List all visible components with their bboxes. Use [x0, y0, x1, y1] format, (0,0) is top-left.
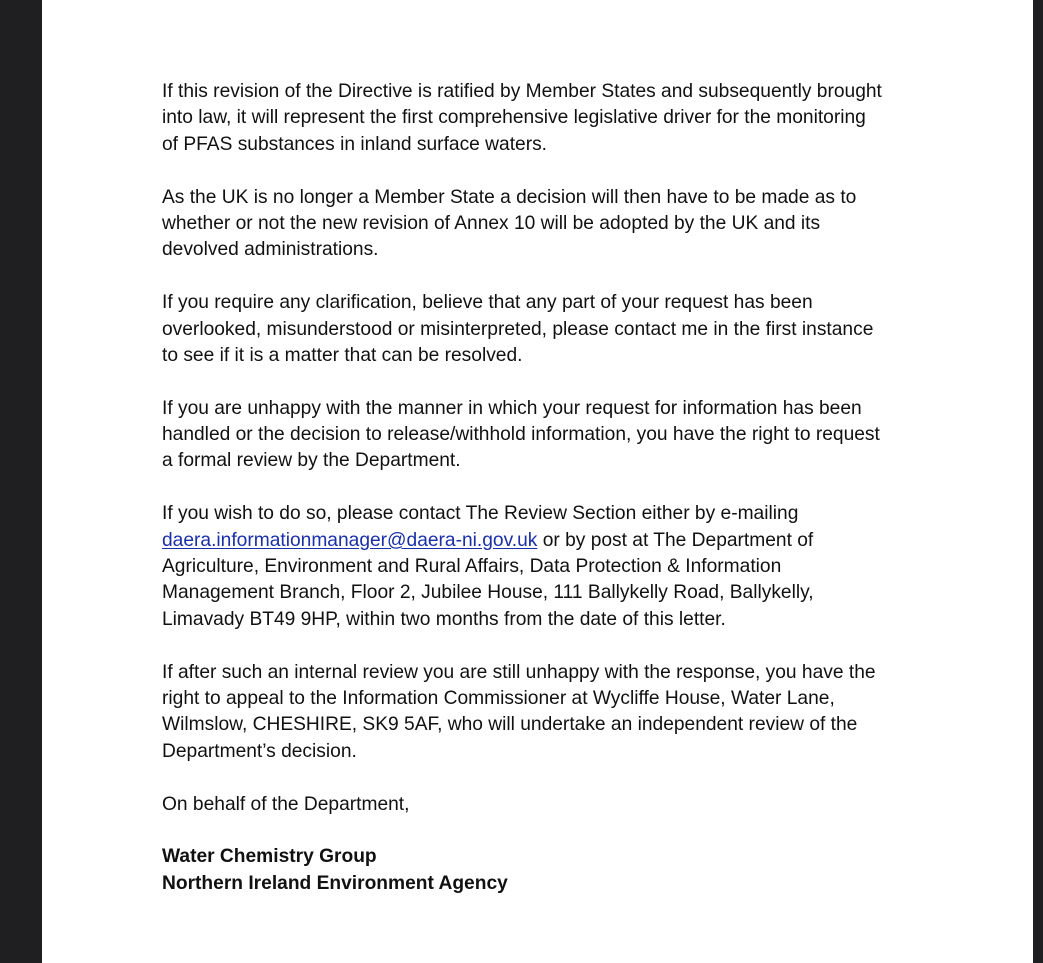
paragraph-directive-ratification — [162, 79, 942, 158]
document-body — [162, 79, 942, 897]
email-link[interactable]: daera.informationmanager@daera-ni.gov.uk — [162, 529, 538, 551]
paragraph-review-contact — [162, 501, 942, 633]
text-line: If you require any clarification, believe that any part of your request has been — [162, 292, 813, 314]
text-line: If after such an internal review you are still unhappy with the response, you have the — [162, 661, 876, 683]
text-line — [162, 528, 942, 554]
text-line: Department’s decision. — [162, 740, 357, 762]
paragraph-uk-member-state — [162, 185, 942, 264]
text-line: of PFAS substances in inland surface waters. — [162, 133, 548, 155]
text-line: Limavady BT49 9HP, within two months from the date of this letter. — [162, 608, 726, 630]
text-line: Wilmslow, CHESHIRE, SK9 5AF, who will undertake an independent review of the — [162, 714, 858, 736]
text-line: into law, it will represent the first comprehensive legislative driver for the monitoring — [162, 107, 866, 129]
text-line: right to appeal to the Information Commissioner at Wycliffe House, Water Lane, — [162, 687, 835, 709]
text-line: If you are unhappy with the manner in which your request for information has been — [162, 397, 862, 419]
signature-block — [162, 844, 942, 897]
text-line: If this revision of the Directive is ratified by Member States and subsequently brought — [162, 81, 882, 102]
text-line: Agriculture, Environment and Rural Affairs, Data Protection & Information — [162, 556, 782, 578]
viewer-left-margin — [0, 0, 42, 963]
text-line: As the UK is no longer a Member State a decision will then have to be made as to — [162, 186, 857, 208]
paragraph-appeal — [162, 660, 942, 766]
text-line: Management Branch, Floor 2, Jubilee House, 111 Ballykelly Road, Ballykelly, — [162, 582, 814, 604]
paragraph-clarification — [162, 290, 942, 369]
text-line: devolved administrations. — [162, 239, 379, 261]
text-line: On behalf of the Department, — [162, 793, 410, 815]
signature-group: Water Chemistry Group — [162, 846, 377, 868]
signature-agency: Northern Ireland Environment Agency — [162, 872, 508, 894]
text-line: If you wish to do so, please contact The Review Section either by e-mailing — [162, 503, 799, 525]
text-segment: or by post at The Department of — [537, 529, 814, 551]
text-line: whether or not the new revision of Annex 10 will be adopted by the UK and its — [162, 212, 821, 234]
viewer-right-margin — [1033, 0, 1043, 963]
text-line: to see if it is a matter that can be resolved. — [162, 344, 523, 366]
text-line: a formal review by the Department. — [162, 450, 461, 472]
closing-line — [162, 792, 942, 818]
text-line: overlooked, misunderstood or misinterpreted, please contact me in the first instance — [162, 318, 874, 340]
text-line: handled or the decision to release/withhold information, you have the right to request — [162, 424, 880, 446]
document-page — [42, 0, 1033, 963]
paragraph-formal-review — [162, 396, 942, 475]
